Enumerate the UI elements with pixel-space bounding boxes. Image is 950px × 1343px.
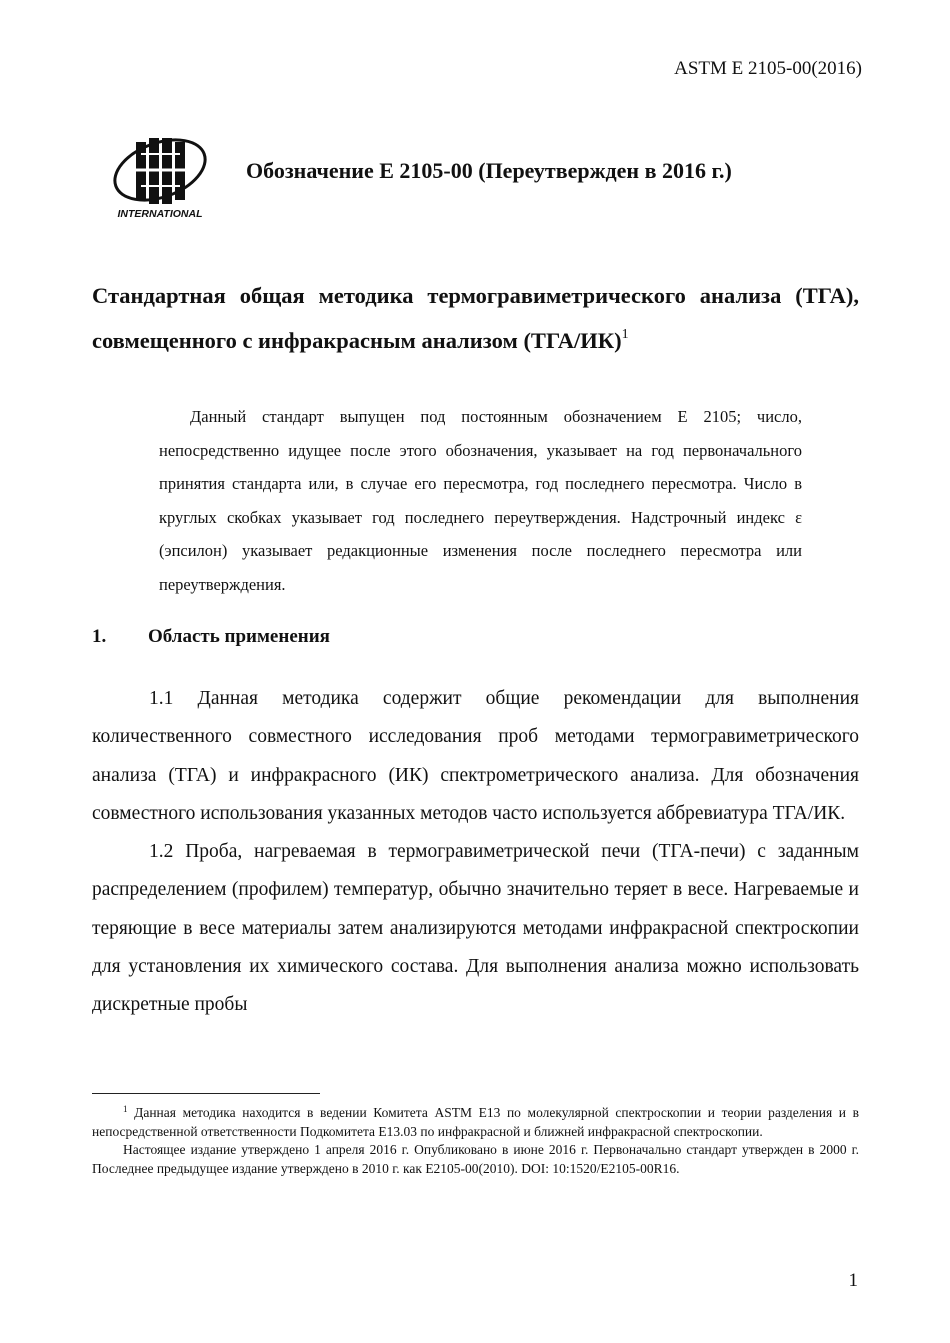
section-title: Область применения	[148, 626, 330, 647]
paragraph-1-1: 1.1 Данная методика содержит общие рекомендации для выполнения количественного совместного исследования проб методами термогравиметрического анализа (ТГА) и инфракрасного (ИК) спектрометрического анализа. Для обозначения совместного использования указанных методов часто используется аббревиатура ТГА/ИК.	[92, 688, 859, 824]
designation: Обозначение E 2105-00 (Переутвержден в 2016 г.)	[246, 158, 732, 183]
title-footnote-ref[interactable]: 1	[621, 327, 629, 342]
footnote-1-text: Данная методика находится в ведении Комитета ASTM E13 по молекулярной спектроскопии и теории разделения и в непосредственной ответственности Подкомитета E13.03 по инфракрасной и ближней инфракрасной спектроскопии.	[92, 1105, 860, 1139]
document-code: ASTM E 2105-00(2016)	[674, 58, 862, 79]
footnote-2: Настоящее издание утверждено 1 апреля 2016 г. Опубликовано в июне 2016 г. Первоначально стандарт утвержден в 2000 г. Последнее предыдущее издание утверждено в 2010 г. как E2105-00(2010). DOI: 10:1520/E2105-00R16.	[92, 1142, 859, 1176]
logo-text: INTERNATIONAL	[117, 208, 203, 220]
footnote-divider	[92, 1093, 320, 1094]
section-heading	[92, 626, 330, 648]
footnote-1	[92, 1100, 859, 1141]
section-body	[92, 680, 859, 1025]
footnotes	[92, 1100, 859, 1178]
astm-logo-icon	[106, 130, 214, 222]
astm-logo	[106, 130, 214, 222]
section-number: 1.	[92, 626, 107, 647]
abstract: Данный стандарт выпущен под постоянным обозначением E 2105; число, непосредственно идущее после этого обозначения, указывает на год первоначального принятия стандарта или, в случае его пересмотра, год последнего пересмотра. Число в круглых скобках указывает год последнего переутверждения. Надстрочный индекс ε (эпсилон) указывает редакционные изменения после последнего пересмотра или переутверждения.	[159, 407, 802, 594]
footnote-marker: 1	[123, 1104, 128, 1114]
page-title	[92, 276, 859, 360]
page-number: 1	[848, 1270, 858, 1291]
paragraph-1-2: 1.2 Проба, нагреваемая в термогравиметрической печи (ТГА-печи) с заданным распределением (профилем) температур, обычно значительно теряет в весе. Нагреваемые и теряющие в весе материалы затем анализируются методами инфракрасной спектроскопии для установления их химического состава. Для выполнения анализа можно использовать дискретные пробы	[92, 841, 859, 1016]
title-text: Стандартная общая методика термогравиметрического анализа (ТГА), совмещенного с инфракрасным анализом (ТГА/ИК)	[92, 283, 859, 353]
